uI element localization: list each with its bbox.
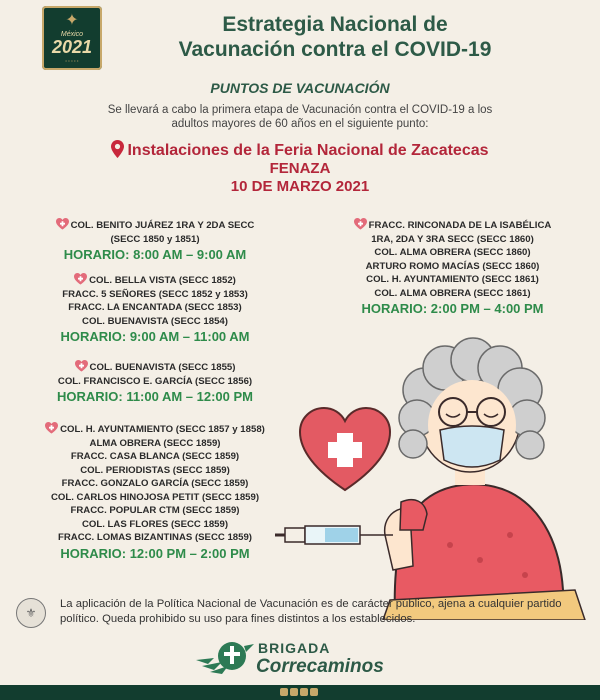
schedule-group-1 xyxy=(35,218,275,263)
youtube-icon[interactable] xyxy=(310,688,318,696)
group-line: COL. H. AYUNTAMIENTO (SECC 1861) xyxy=(366,274,539,285)
brand-line-2: Correcaminos xyxy=(256,656,384,677)
brand-line-1: BRIGADA xyxy=(258,640,331,656)
mexico-2021-seal-icon xyxy=(42,6,102,70)
group-line: COL. FRANCISCO E. GARCÍA (SECC 1856) xyxy=(57,375,253,387)
subtitle: PUNTOS DE VACUNACIÓN xyxy=(210,80,390,96)
title-line-1: Estrategia Nacional de xyxy=(222,13,448,36)
schedule-hours: HORARIO: 2:00 PM – 4:00 PM xyxy=(361,301,544,316)
schedule-group-3 xyxy=(35,360,275,405)
group-line: FRACC. 5 SEÑORES (SECC 1852 y 1853) xyxy=(62,288,248,300)
medical-heart-icon xyxy=(56,218,69,230)
page-title xyxy=(110,12,560,62)
bottom-bar xyxy=(0,685,600,700)
group-line: COL. BUENAVISTA (SECC 1855) xyxy=(35,360,275,375)
heart-cross-icon xyxy=(300,408,390,490)
map-pin-icon xyxy=(111,140,124,158)
group-line: COL. ALMA OBRERA (SECC 1861) xyxy=(374,287,531,299)
group-line: (SECC 1850 y 1851) xyxy=(110,233,200,245)
social-icons xyxy=(280,688,318,696)
seal-ornament: • • • • • xyxy=(65,58,79,63)
venue-short: FENAZA xyxy=(269,160,331,177)
title-line-2: Vacunación contra el COVID-19 xyxy=(178,38,492,61)
group-line: COL. ALMA OBRERA (SECC 1860) xyxy=(374,247,531,258)
schedule-hours: HORARIO: 12:00 PM – 2:00 PM xyxy=(60,545,250,561)
schedule-group-5 xyxy=(325,218,580,317)
venue-name-text: Instalaciones de la Feria Nacional de Zacatecas xyxy=(127,142,489,159)
venue-date: 10 DE MARZO 2021 xyxy=(230,178,370,195)
group-line: COL. H. AYUNTAMIENTO (SECC 1857 y 1858) xyxy=(20,422,290,437)
group-line: COL. BUENAVISTA (SECC 1854) xyxy=(82,315,228,327)
schedule-hours: HORARIO: 9:00 AM – 11:00 AM xyxy=(60,329,250,344)
schedule-hours: HORARIO: 8:00 AM – 9:00 AM xyxy=(63,247,247,262)
medical-heart-icon xyxy=(45,422,58,434)
schedule-group-2 xyxy=(35,273,275,345)
group-line: FRACC. GONZALO GARCÍA (SECC 1859) xyxy=(61,478,249,489)
group-line: ALMA OBRERA (SECC 1859) xyxy=(89,437,221,449)
group-line: FRACC. CASA BLANCA (SECC 1859) xyxy=(70,451,240,462)
schedule-group-4 xyxy=(20,422,290,562)
medical-heart-icon xyxy=(354,218,367,230)
group-line: 1RA, 2DA Y 3RA SECC (SECC 1860) xyxy=(371,233,534,245)
eagle-icon: ✦ xyxy=(65,12,79,29)
group-line: FRACC. POPULAR CTM (SECC 1859) xyxy=(70,505,240,516)
seal-year: 2021 xyxy=(51,37,93,57)
group-line: FRACC. LOMAS BIZANTINAS (SECC 1859) xyxy=(57,532,253,543)
medical-heart-icon xyxy=(75,360,88,372)
roadrunner-logo-icon xyxy=(194,640,254,676)
disclaimer-text: La aplicación de la Política Nacional de Vacunación es de carácter público, ajena a cualquier partido político. Queda prohibido su uso para fines distintos a los establecidos. xyxy=(60,598,562,625)
group-line: COL. CARLOS HINOJOSA PETIT (SECC 1859) xyxy=(50,491,260,503)
government-emblem-icon: ⚜ xyxy=(16,598,46,628)
intro-text: Se llevará a cabo la primera etapa de Vacunación contra el COVID-19 a los adultos mayores de 60 años en el siguiente punto: xyxy=(107,104,493,130)
group-line: COL. PERIODISTAS (SECC 1859) xyxy=(80,464,230,476)
group-line: FRACC. RINCONADA DE LA ISABÉLICA xyxy=(325,218,580,233)
group-line: ARTURO ROMO MACÍAS (SECC 1860) xyxy=(365,260,540,272)
schedule-hours: HORARIO: 11:00 AM – 12:00 PM xyxy=(56,389,254,404)
medical-heart-icon xyxy=(74,273,87,285)
seal-country: México xyxy=(60,31,84,38)
group-line: COL. BENITO JUÁREZ 1RA Y 2DA SECC xyxy=(35,218,275,233)
syringe-icon xyxy=(275,526,393,544)
group-line: COL. LAS FLORES (SECC 1859) xyxy=(81,518,229,530)
instagram-icon[interactable] xyxy=(300,688,308,696)
venue-name xyxy=(0,140,600,160)
group-line: FRACC. LA ENCANTADA (SECC 1853) xyxy=(68,302,242,313)
vaccination-illustration xyxy=(275,330,600,620)
twitter-icon[interactable] xyxy=(290,688,298,696)
group-line: COL. BELLA VISTA (SECC 1852) xyxy=(35,273,275,288)
facebook-icon[interactable] xyxy=(280,688,288,696)
